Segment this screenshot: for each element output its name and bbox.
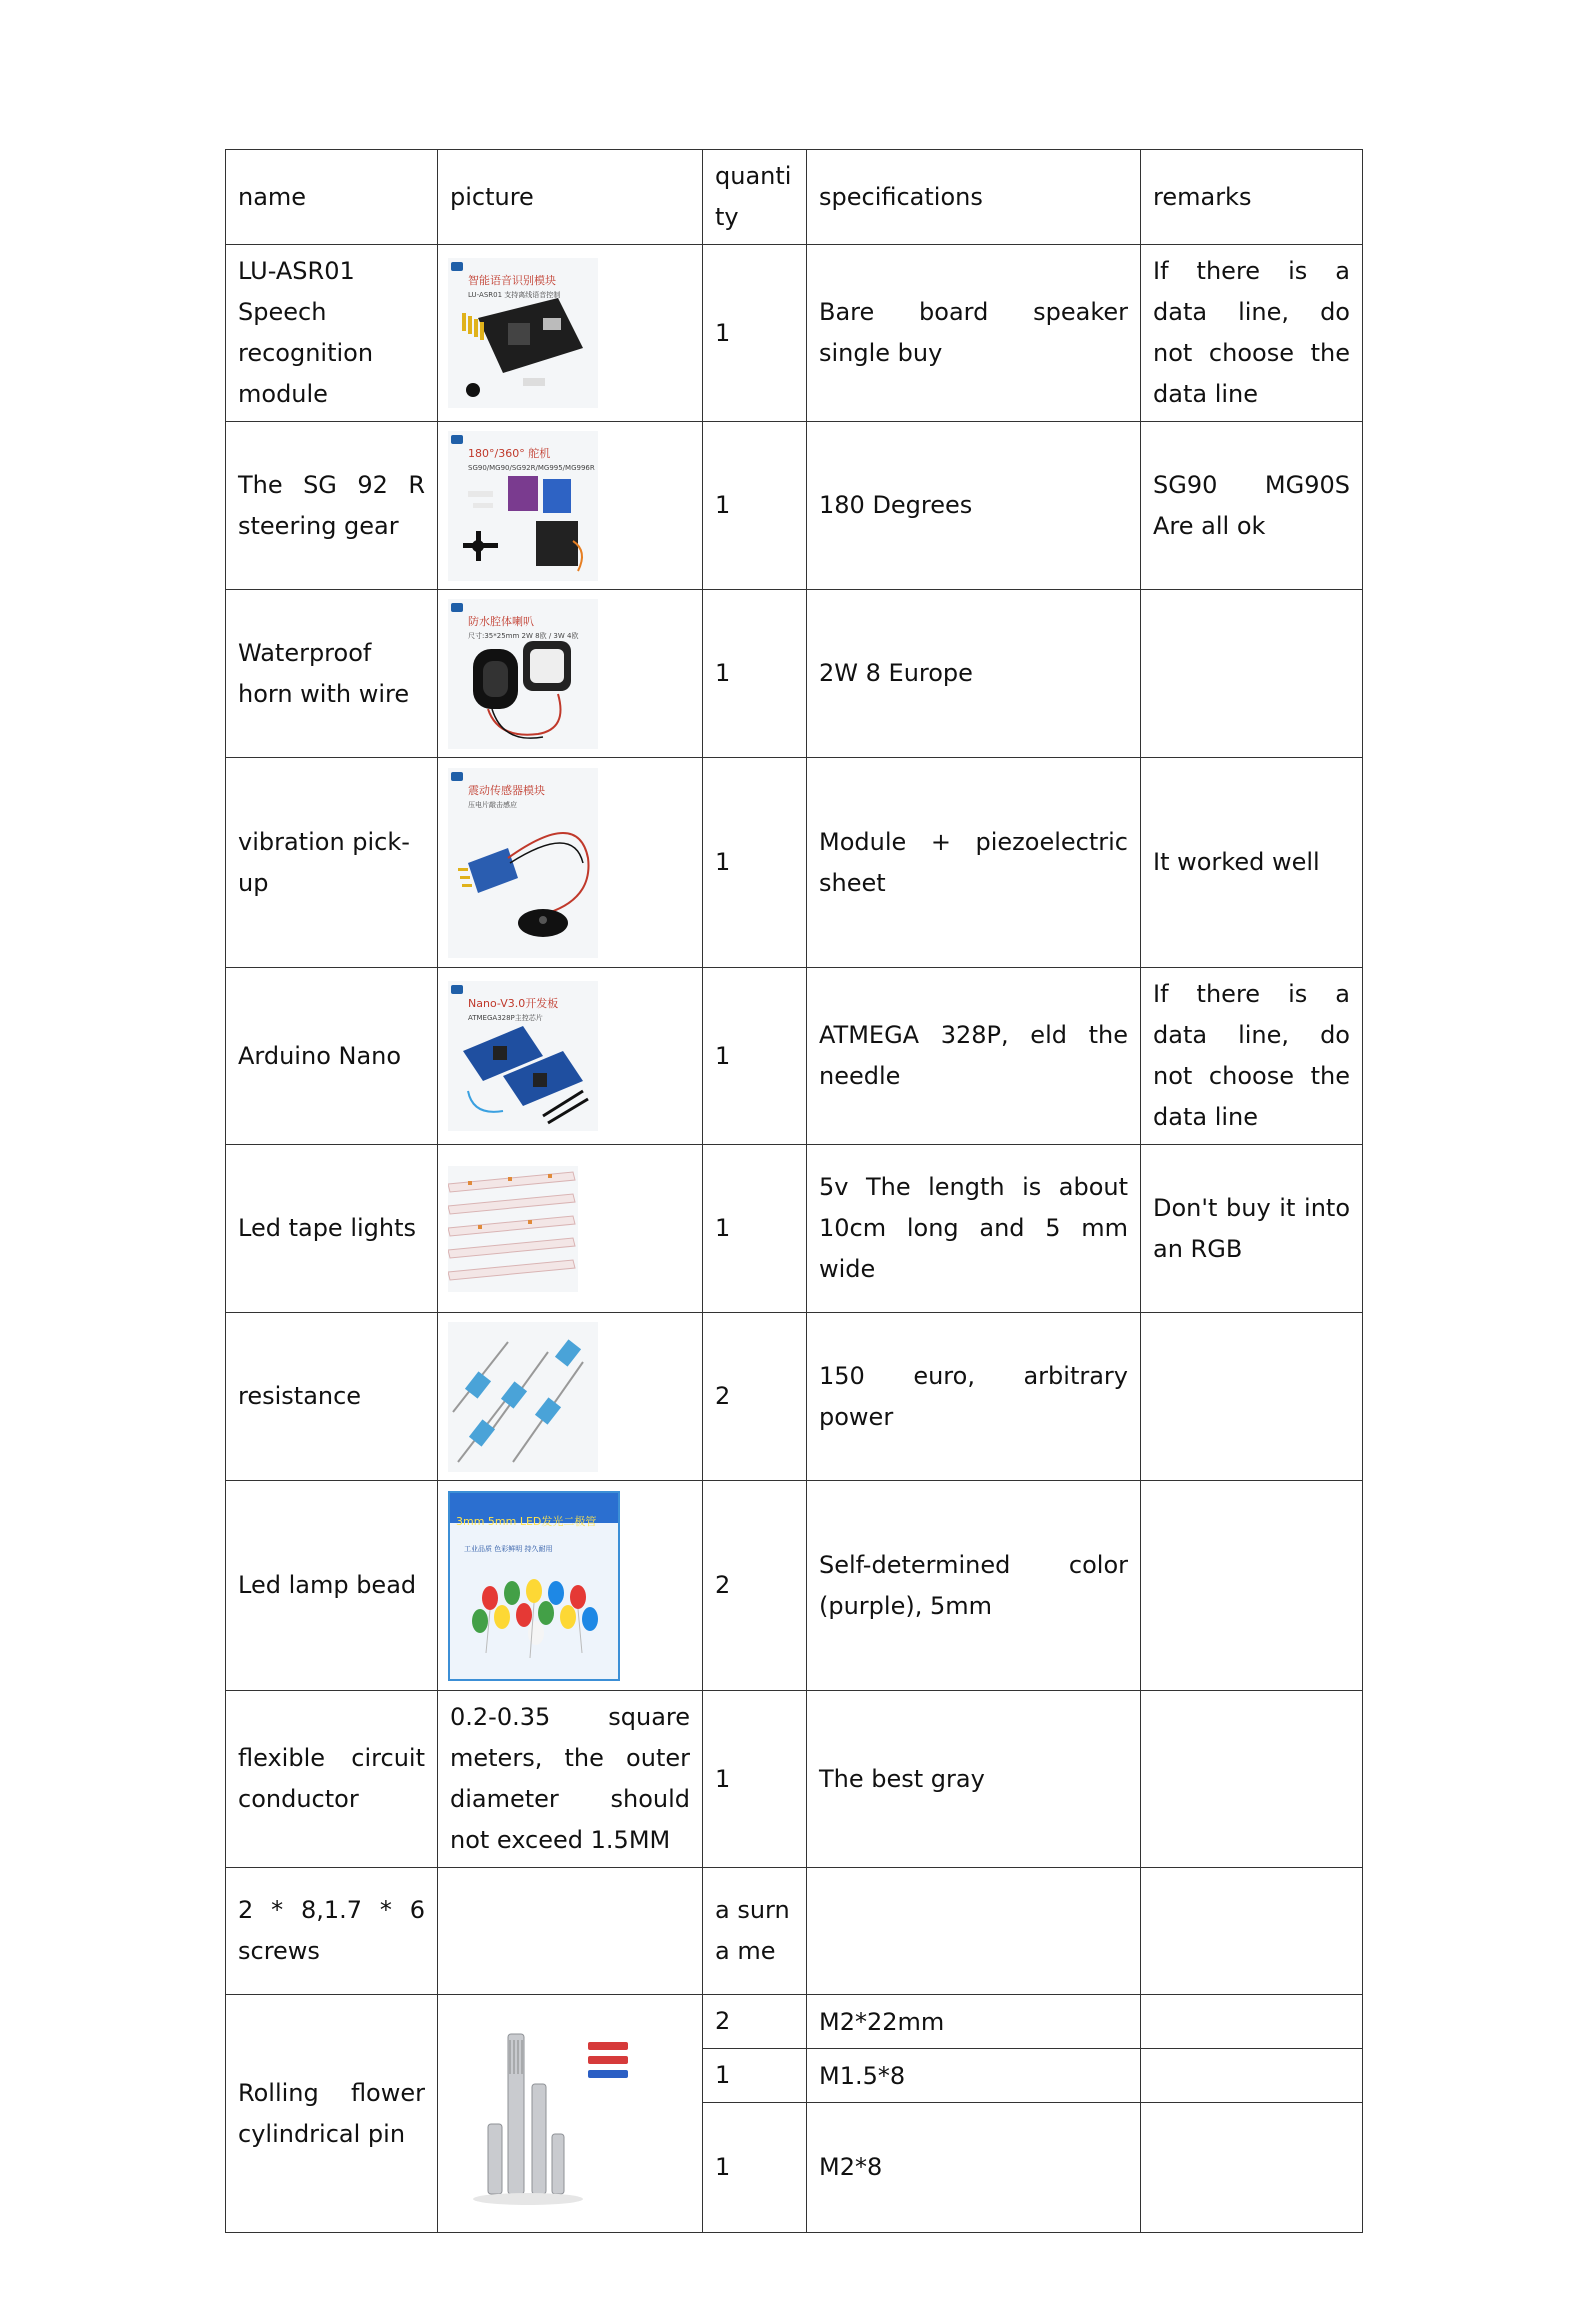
- item-remarks: [1141, 1691, 1363, 1868]
- subrow-quantity: 1: [703, 2049, 807, 2103]
- led-strip-icon: [448, 1166, 578, 1292]
- item-remarks: [1141, 1481, 1363, 1691]
- subrow-specifications: M2*22mm: [807, 1995, 1141, 2049]
- item-picture-text: 0.2-0.35 square meters, the outer diameter should not exceed 1.5MM: [438, 1691, 703, 1868]
- item-specifications: The best gray: [807, 1691, 1141, 1868]
- table-row: [226, 1995, 1363, 2049]
- header-specifications: specifications: [807, 150, 1141, 245]
- item-picture: [438, 1145, 703, 1313]
- led-bead-photo: [448, 1491, 620, 1681]
- item-specifications: Bare board speaker single buy: [807, 245, 1141, 422]
- item-name: LU-ASR01 Speech recognition module: [226, 245, 438, 422]
- brand-logo-icon: [451, 985, 463, 994]
- picture-subcaption: 尺寸:35*25mm 2W 8欧 / 3W 4欧: [468, 631, 579, 640]
- picture-subcaption: 工业品质 色彩鲜明 持久耐用: [464, 1544, 553, 1553]
- item-remarks: Don't buy it into an RGB: [1141, 1145, 1363, 1313]
- item-specifications: ATMEGA 328P, eld the needle: [807, 968, 1141, 1145]
- picture-caption: 180°/360° 舵机: [468, 446, 551, 460]
- item-quantity: 1: [703, 245, 807, 422]
- picture-subcaption: LU-ASR01 支持离线语音控制: [468, 291, 561, 299]
- servo-photo: [448, 431, 598, 581]
- picture-caption: 3mm 5mm LED发光二极管: [456, 1514, 597, 1528]
- table-row: [226, 1145, 1363, 1313]
- table-row: [226, 758, 1363, 968]
- table-row: [226, 968, 1363, 1145]
- item-remarks: [1141, 1313, 1363, 1481]
- item-name: Led lamp bead: [226, 1481, 438, 1691]
- table-row: [226, 1868, 1363, 1995]
- table-row: [226, 590, 1363, 758]
- item-remarks: If there is a data line, do not choose the data line: [1141, 968, 1363, 1145]
- picture-caption: 防水腔体喇叭: [468, 614, 534, 628]
- item-quantity: 1: [703, 1691, 807, 1868]
- item-name: vibration pick-up: [226, 758, 438, 968]
- item-name: Arduino Nano: [226, 968, 438, 1145]
- item-specifications: Module + piezoelectric sheet: [807, 758, 1141, 968]
- header-name: name: [226, 150, 438, 245]
- subrow-specifications: M2*8: [807, 2103, 1141, 2233]
- resistor-photo: [448, 1322, 598, 1472]
- arduino-nano-photo: [448, 981, 598, 1131]
- item-remarks: [1141, 590, 1363, 758]
- table-row: [226, 1691, 1363, 1868]
- header-remarks: remarks: [1141, 150, 1363, 245]
- item-specifications: [807, 1868, 1141, 1995]
- brand-logo-icon: [451, 262, 463, 271]
- vibration-sensor-photo: [448, 768, 598, 958]
- header-row: [226, 150, 1363, 245]
- picture-caption: Nano-V3.0开发板: [468, 997, 559, 1010]
- item-name: resistance: [226, 1313, 438, 1481]
- brand-logo-icon: [451, 772, 463, 781]
- header-quantity: quanti ty: [703, 150, 807, 245]
- picture-caption: 智能语音识别模块: [468, 274, 556, 287]
- subrow-quantity: 1: [703, 2103, 807, 2233]
- subrow-quantity: 2: [703, 1995, 807, 2049]
- item-name: Led tape lights: [226, 1145, 438, 1313]
- item-picture: [438, 758, 703, 968]
- item-specifications: 150 euro, arbitrary power: [807, 1313, 1141, 1481]
- item-remarks: [1141, 1868, 1363, 1995]
- item-quantity: a surna me: [703, 1868, 807, 1995]
- table-row: [226, 422, 1363, 590]
- picture-subcaption: 压电片敲击感应: [468, 800, 517, 809]
- cylindrical-pin-photo: [448, 2014, 638, 2214]
- item-remarks: SG90 MG90S Are all ok: [1141, 422, 1363, 590]
- item-remarks: If there is a data line, do not choose the data line: [1141, 245, 1363, 422]
- item-picture: [438, 968, 703, 1145]
- item-remarks: It worked well: [1141, 758, 1363, 968]
- item-picture: [438, 1868, 703, 1995]
- knurled-pin-icon: [448, 2014, 638, 2214]
- item-specifications: 2W 8 Europe: [807, 590, 1141, 758]
- table-row: [226, 1313, 1363, 1481]
- subrow-remarks: [1141, 2049, 1363, 2103]
- item-quantity: 1: [703, 1145, 807, 1313]
- item-picture: [438, 1313, 703, 1481]
- item-quantity: 1: [703, 590, 807, 758]
- item-name: The SG 92 R steering gear: [226, 422, 438, 590]
- parts-list-table: [225, 149, 1363, 2233]
- item-name: Waterproof horn with wire: [226, 590, 438, 758]
- horn-photo: [448, 599, 598, 749]
- header-picture: picture: [438, 150, 703, 245]
- led-tape-photo: [448, 1166, 578, 1292]
- resistor-icon: [448, 1322, 598, 1472]
- item-picture: [438, 1481, 703, 1691]
- subrow-remarks: [1141, 2103, 1363, 2233]
- item-quantity: 1: [703, 422, 807, 590]
- table-row: [226, 1481, 1363, 1691]
- item-picture: [438, 1995, 703, 2233]
- brand-logo-icon: [451, 603, 463, 612]
- item-quantity: 2: [703, 1313, 807, 1481]
- picture-caption: 震动传感器模块: [468, 783, 545, 797]
- picture-subcaption: SG90/MG90/SG92R/MG995/MG996R: [468, 463, 595, 472]
- item-name: 2 * 8,1.7 * 6 screws: [226, 1868, 438, 1995]
- item-quantity: 2: [703, 1481, 807, 1691]
- item-picture: [438, 245, 703, 422]
- speech-module-photo: [448, 258, 598, 408]
- item-name: flexible circuit conductor: [226, 1691, 438, 1868]
- subrow-remarks: [1141, 1995, 1363, 2049]
- brand-logo-icon: [451, 435, 463, 444]
- picture-subcaption: ATMEGA328P主控芯片: [468, 1014, 543, 1022]
- item-quantity: 1: [703, 968, 807, 1145]
- item-specifications: 180 Degrees: [807, 422, 1141, 590]
- item-picture: [438, 590, 703, 758]
- item-name: Rolling flower cylindrical pin: [226, 1995, 438, 2233]
- item-quantity: 1: [703, 758, 807, 968]
- item-picture: [438, 422, 703, 590]
- item-specifications: Self-determined color (purple), 5mm: [807, 1481, 1141, 1691]
- item-specifications: 5v The length is about 10cm long and 5 mm wide: [807, 1145, 1141, 1313]
- subrow-specifications: M1.5*8: [807, 2049, 1141, 2103]
- table-row: [226, 245, 1363, 422]
